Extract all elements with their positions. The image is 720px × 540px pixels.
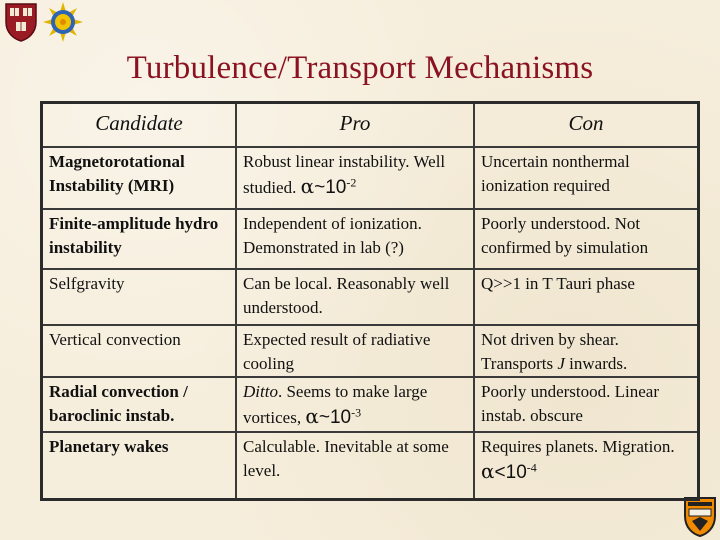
pro-cell: Independent of ionization. Demonstrated in lab (?) bbox=[236, 209, 474, 269]
power-base: 10 bbox=[505, 462, 527, 483]
angular-momentum-symbol: J bbox=[557, 354, 565, 373]
con-text-end: inwards. bbox=[564, 354, 628, 373]
table-row bbox=[42, 432, 699, 500]
con-cell bbox=[474, 325, 699, 377]
alpha-symbol: α bbox=[300, 174, 315, 198]
page-title: Turbulence/Transport Mechanisms bbox=[126, 50, 594, 86]
con-text: Requires planets. Migration. bbox=[481, 437, 675, 456]
pro-cell: Calculable. Inevitable at some level. bbox=[236, 432, 474, 500]
candidate-cell: Planetary wakes bbox=[42, 432, 237, 500]
table-row bbox=[42, 377, 699, 432]
power-exponent: -4 bbox=[526, 460, 537, 475]
pro-cell: Can be local. Reasonably well understood. bbox=[236, 269, 474, 325]
table-row bbox=[42, 325, 699, 377]
table-row bbox=[42, 147, 699, 209]
con-cell: Poorly understood. Linear instab. obscure bbox=[474, 377, 699, 432]
con-cell bbox=[474, 432, 699, 500]
sun-emblem-icon bbox=[42, 1, 84, 43]
relation-symbol: ~ bbox=[318, 407, 330, 428]
candidate-cell: Magnetorotational Instability (MRI) bbox=[42, 147, 237, 209]
power-base: 10 bbox=[325, 177, 347, 198]
candidate-cell: Radial convection / baroclinic instab. bbox=[42, 377, 237, 432]
power-base: 10 bbox=[329, 407, 352, 428]
column-header-con: Con bbox=[474, 103, 699, 148]
con-cell: Uncertain nonthermal ionization required bbox=[474, 147, 699, 209]
power-exponent: -2 bbox=[346, 175, 357, 190]
con-cell: Q>>1 in T Tauri phase bbox=[474, 269, 699, 325]
alpha-symbol: α bbox=[481, 459, 495, 483]
candidate-cell: Selfgravity bbox=[42, 269, 237, 325]
table-header-row bbox=[42, 103, 699, 148]
relation-symbol: < bbox=[494, 462, 506, 483]
pro-text: . Seems to make large vortices, bbox=[243, 382, 428, 427]
con-text: Not driven by shear. Transports bbox=[481, 330, 619, 373]
pro-cell bbox=[236, 377, 474, 432]
column-header-candidate: Candidate bbox=[42, 103, 237, 148]
column-header-pro: Pro bbox=[236, 103, 474, 148]
harvard-shield-icon bbox=[4, 2, 38, 42]
power-exponent: -3 bbox=[351, 405, 362, 420]
pro-italic-lead: Ditto bbox=[243, 382, 278, 401]
con-cell: Poorly understood. Not confirmed by simulation bbox=[474, 209, 699, 269]
mechanisms-table bbox=[40, 101, 700, 501]
candidate-cell: Finite-amplitude hydro instability bbox=[42, 209, 237, 269]
table-row bbox=[42, 269, 699, 325]
candidate-cell: Vertical convection bbox=[42, 325, 237, 377]
table-row bbox=[42, 209, 699, 269]
pro-text: Robust linear instability. Well studied. bbox=[243, 152, 446, 197]
pro-cell bbox=[236, 147, 474, 209]
alpha-symbol: α bbox=[305, 404, 319, 428]
pro-cell: Expected result of radiative cooling bbox=[236, 325, 474, 377]
relation-symbol: ~ bbox=[314, 177, 326, 198]
